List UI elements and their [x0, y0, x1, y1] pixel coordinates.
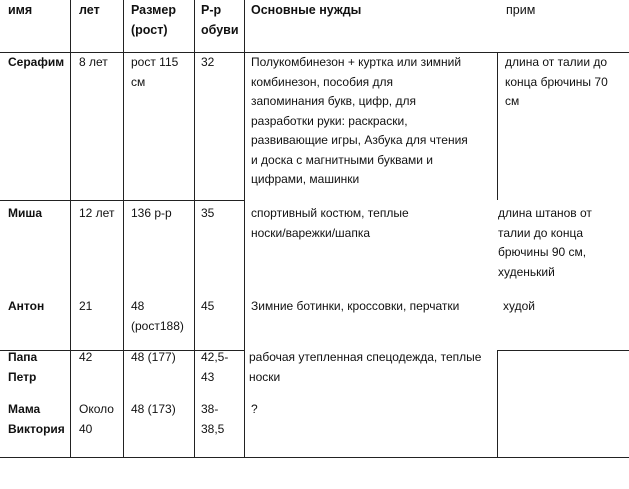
age-text-line: Около: [79, 402, 114, 416]
column-rule: [244, 0, 245, 457]
note-text-line: брючины 90 см,: [498, 245, 587, 259]
name-text-line: Миша: [8, 206, 43, 220]
row-4-shoe-cell: [201, 348, 228, 387]
row-2-name-cell: [8, 204, 42, 224]
name-text-line: Мама: [8, 402, 41, 416]
age-text-line: 8 лет: [79, 55, 108, 69]
header-needs: Основные нужды: [251, 3, 362, 17]
needs-text-line: Полукомбинезон + куртка или зимний: [251, 55, 462, 69]
needs-text-line: носки/варежки/шапка: [251, 225, 371, 240]
row-2-note-cell: [498, 204, 592, 282]
shoe-text-line: 38,5: [201, 421, 225, 436]
row-5-needs-cell: [251, 400, 258, 420]
row-4-age-cell: [79, 348, 92, 368]
row-5-age-cell: [79, 400, 114, 439]
size-text-line: см: [131, 74, 146, 89]
name-text-line: Серафим: [8, 55, 65, 69]
column-rule: [497, 52, 498, 200]
needs-text-line: развивающие игры, Азбука для чтения: [251, 133, 468, 147]
shoe-text-line: 42,5-: [201, 350, 229, 364]
needs-text-line: и доска с магнитными буквами и: [251, 152, 433, 167]
header-name: имя: [8, 3, 33, 17]
size-text-line: 48 (177): [131, 350, 176, 364]
row-2-age-cell: [79, 204, 114, 224]
name-text-line: Виктория: [8, 421, 65, 436]
needs-text-line: цифрами, машинки: [251, 172, 360, 186]
header-note: прим: [506, 3, 536, 17]
age-text-line: 40: [79, 421, 93, 436]
row-5-size-cell: [131, 400, 176, 420]
row-5-name-cell: [8, 400, 65, 439]
size-text-line: (рост188): [131, 318, 184, 333]
needs-text-line: Зимние ботинки, кроссовки, перчатки: [251, 299, 460, 313]
note-text-line: конца брючины 70: [505, 74, 608, 89]
row-2-shoe-cell: [201, 204, 214, 224]
name-text-line: Петр: [8, 369, 37, 384]
size-text-line: 136 р-р: [131, 206, 172, 220]
shoe-text-line: 43: [201, 369, 215, 384]
name-text-line: Антон: [8, 299, 45, 313]
needs-text-line: комбинезон, пособия для: [251, 74, 394, 89]
row-2-needs-cell: [251, 204, 409, 243]
name-text-line: Папа: [8, 350, 38, 364]
column-rule: [70, 0, 71, 457]
needs-text-line: носки: [249, 369, 281, 384]
row-3-size-cell: [131, 297, 184, 336]
row-5-shoe-cell: [201, 400, 224, 439]
needs-text-line: рабочая утепленная спецодежда, теплые: [249, 350, 482, 364]
row-1-note-cell: [505, 53, 608, 112]
size-text-line: 48: [131, 299, 145, 313]
needs-text-line: запоминания букв, цифр, для: [251, 94, 416, 108]
shoe-text-line: 38-: [201, 402, 219, 416]
row-4-size-cell: [131, 348, 176, 368]
header-size: Размер (рост): [131, 3, 177, 37]
column-rule: [194, 0, 195, 457]
note-text-line: длина от талии до: [505, 55, 608, 69]
note-text-line: талии до конца: [498, 225, 584, 240]
note-text-line: худой: [503, 299, 535, 313]
row-4-needs-cell: [249, 348, 481, 387]
row-3-needs-cell: [251, 297, 459, 317]
header-age: лет: [79, 3, 100, 17]
shoe-text-line: 35: [201, 206, 215, 220]
note-text-line: худенький: [498, 264, 555, 279]
needs-text-line: спортивный костюм, теплые: [251, 206, 409, 220]
row-1-shoe-cell: [201, 53, 214, 73]
row-3-note-cell: [503, 297, 535, 317]
shoe-text-line: 32: [201, 55, 215, 69]
needs-text-line: ?: [251, 402, 258, 416]
row-3-shoe-cell: [201, 297, 214, 317]
column-rule: [497, 350, 498, 457]
row-separator: [497, 350, 629, 351]
needs-text-line: разработки руки: раскраски,: [251, 113, 408, 128]
row-1-needs-cell: [251, 53, 468, 190]
row-2-size-cell: [131, 204, 172, 224]
note-text-line: см: [505, 94, 520, 108]
row-1-name-cell: [8, 53, 64, 73]
age-text-line: 42: [79, 350, 93, 364]
shoe-text-line: 45: [201, 299, 215, 313]
table-bottom-rule: [0, 457, 629, 458]
row-3-age-cell: [79, 297, 92, 317]
note-text-line: длина штанов от: [498, 206, 592, 220]
size-text-line: рост 115: [131, 55, 179, 69]
age-text-line: 21: [79, 299, 93, 313]
row-4-name-cell: [8, 348, 37, 387]
header-shoe-size: Р-р обуви: [201, 3, 239, 37]
age-text-line: 12 лет: [79, 206, 115, 220]
row-1-age-cell: [79, 53, 108, 73]
row-3-name-cell: [8, 297, 44, 317]
size-text-line: 48 (173): [131, 402, 176, 416]
row-1-size-cell: [131, 53, 178, 92]
column-rule: [123, 0, 124, 457]
